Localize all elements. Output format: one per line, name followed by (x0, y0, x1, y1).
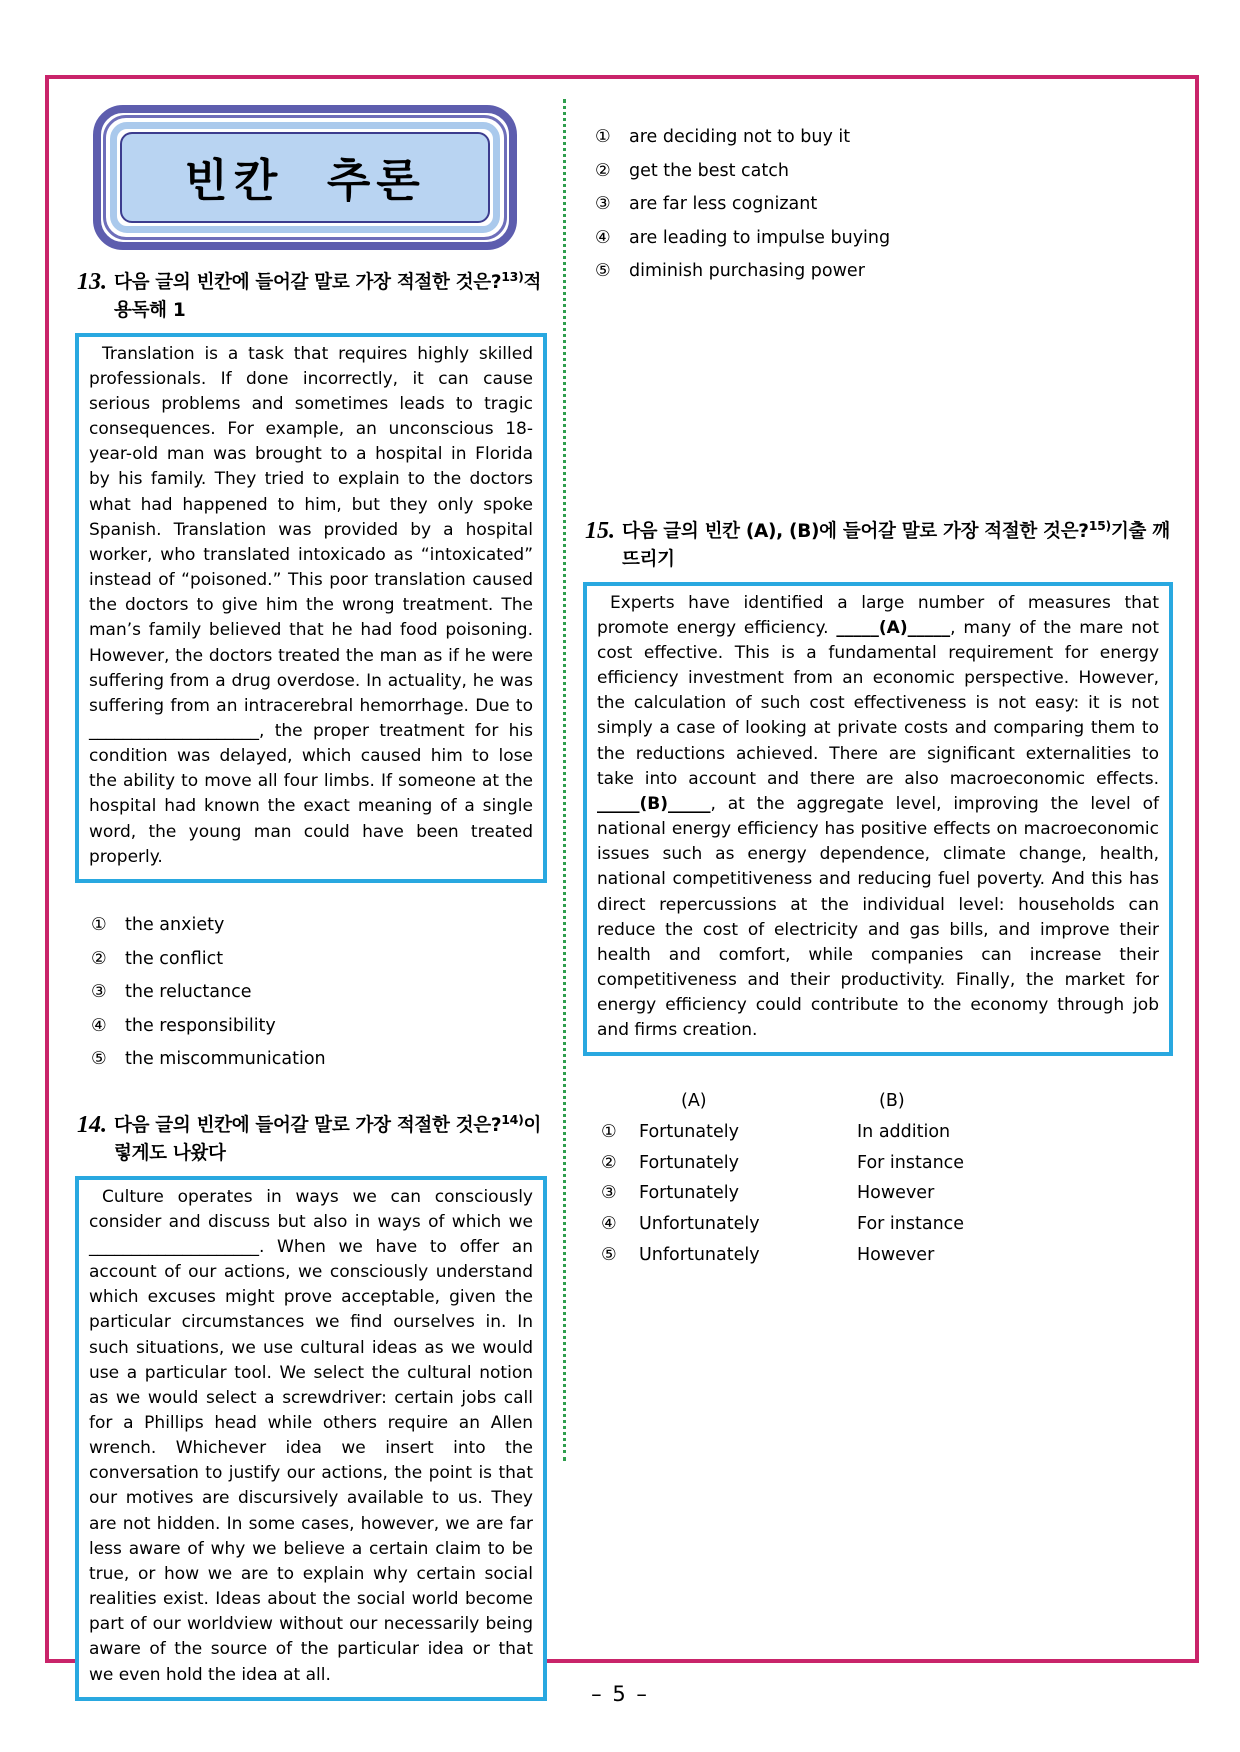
choice-label: diminish purchasing power (629, 261, 865, 282)
choice-label: the anxiety (125, 914, 225, 935)
choice-marker: ④ (595, 227, 611, 248)
choice-a-label: Unfortunately (639, 1244, 760, 1265)
choice-label: are deciding not to buy it (629, 127, 851, 147)
choice-marker: ⑤ (595, 261, 611, 282)
choice-b-label: However (857, 1183, 935, 1204)
question-14-footnote-ref: 14) (501, 1111, 524, 1127)
column-b-header: (B) (879, 1091, 905, 1112)
choice-marker: ① (601, 1122, 617, 1143)
question-13-header (77, 268, 547, 325)
choice-label: the responsibility (125, 1015, 276, 1036)
choice-option (91, 909, 547, 943)
question-13-passage-box (75, 333, 547, 883)
choice-marker: ④ (91, 1015, 107, 1036)
choice-label: the conflict (125, 948, 224, 969)
choice-b-label: For instance (857, 1213, 965, 1234)
choice-label: get the best catch (629, 160, 789, 181)
choice-a-label: Fortunately (639, 1152, 739, 1173)
question-15-answer-table (601, 1086, 1173, 1270)
choice-option (595, 155, 1173, 189)
answer-table-header (601, 1086, 1173, 1117)
choice-label: the reluctance (125, 982, 252, 1003)
choice-marker: ④ (601, 1213, 617, 1234)
choice-option (91, 1010, 547, 1044)
question-13-prompt: 다음 글의 빈칸에 들어갈 말로 가장 적절한 것은?$^{13)}$적용독해 1 (114, 269, 542, 321)
question-15-number: 15. (585, 517, 615, 544)
choice-marker: ② (595, 160, 611, 181)
question-14-header (77, 1111, 547, 1168)
choice-option (595, 188, 1173, 222)
choice-b-label: However (857, 1244, 935, 1265)
choice-option (601, 1178, 1173, 1209)
question-14-prompt: 다음 글의 빈칸에 들어갈 말로 가장 적절한 것은?$^{14)}$이렇게도 나왔다 (114, 1111, 542, 1164)
question-15-passage-box (583, 582, 1173, 1057)
page-content (49, 79, 1195, 1701)
choice-marker: ① (595, 127, 611, 147)
page-number: – 5 – (591, 1682, 649, 1706)
choice-label: the miscommunication (125, 1049, 326, 1070)
choice-label: are leading to impulse buying (629, 227, 891, 248)
section-title: 빈칸 추론 (120, 132, 490, 223)
question-15-passage: Experts have identified a large number of measures that promote energy efficiency. _____(A)_____, many of the mare not cost effective. This is a fundamental requirement for energy efficiency investment from an economic perspective. However, the calculation of such cost effectiveness is not easy: it is not simply a case of looking at private costs and comparing them to the reductions achieved. There are significant externalities to take into account and there are also macroeconomic effects. _____(B)_____, at the aggregate level, improving the level of national energy efficiency has positive effects on macroeconomic issues such as energy dependence, climate change, health, national competitiveness and reducing fuel poverty. And this has direct repercussions at the individual level: households can reduce the cost of electricity and gas bills, and improve their health and comfort, while companies can increase their competitiveness and their productivity. Finally, the market for energy efficiency could contribute to the economy through job and firms creation. (597, 592, 1159, 1041)
question-13-number: 13. (77, 269, 107, 295)
column-a-header: (A) (681, 1091, 707, 1112)
blank-a: _____(A)_____ (836, 617, 951, 638)
choice-option (601, 1240, 1173, 1271)
choice-option (601, 1148, 1173, 1179)
question-15-footnote-ref: 15) (1088, 517, 1111, 533)
column-divider (563, 99, 566, 1461)
choice-option (91, 1043, 547, 1077)
section-title-banner (93, 105, 517, 250)
choice-b-label: In addition (857, 1122, 951, 1143)
right-column (583, 99, 1173, 1270)
choice-marker: ⑤ (601, 1244, 617, 1265)
choice-marker: ② (601, 1152, 617, 1173)
choice-a-label: Fortunately (639, 1183, 739, 1204)
choice-option (601, 1209, 1173, 1240)
blank-b: _____(B)_____ (597, 793, 711, 814)
choice-marker: ⑤ (91, 1049, 107, 1070)
question-15-section (583, 517, 1173, 1270)
choice-a-label: Unfortunately (639, 1213, 760, 1234)
page-frame (45, 75, 1199, 1685)
question-13-footnote-ref: 13) (501, 269, 524, 284)
left-column (75, 99, 547, 1701)
question-13-passage: Translation is a task that requires highly skilled professionals. If done incorrectly, it can cause serious problems and sometimes leads to tragic consequences. For example, an unconscious 18-year-old man was brought to a hospital in Florida by his family. They tried to explain to the doctors what had happened to him, but they only spoke Spanish. Translation was provided by a hospital worker, who translated intoxicado as “intoxicated” instead of “poisoned.” This poor translation caused the doctors to give him the wrong treatment. The man’s family believed that he had food poisoning. However, the doctors treated the man as if he were suffering from a drug overdose. In actuality, he was suffering from an intracerebral hemorrhage. Due to ____________________, the proper treatment for his condition was delayed, which caused him to lose the ability to move all four limbs. If someone at the hospital had known the exact meaning of a single word, the young man could have been treated properly. (89, 343, 533, 867)
choice-option (595, 222, 1173, 256)
question-13-choices (91, 909, 547, 1077)
choice-b-label: For instance (857, 1152, 965, 1173)
question-14-number: 14. (77, 1111, 107, 1138)
choice-marker: ③ (91, 982, 107, 1003)
question-13-annotation: 적용독해 1 (114, 272, 542, 321)
question-14-annotation: 이렇게도 나왔다 (114, 1115, 542, 1164)
question-15-annotation: 기출 깨뜨리기 (622, 521, 1170, 570)
choice-option (91, 943, 547, 977)
question-14-passage-box (75, 1176, 547, 1701)
choice-option (601, 1117, 1173, 1148)
question-15-prompt: 다음 글의 빈칸 (A), (B)에 들어갈 말로 가장 적절한 것은?$^{15)}$기출 깨뜨리기 (622, 517, 1170, 570)
choice-option (595, 121, 1173, 155)
previous-question-choices (595, 121, 1173, 289)
question-15-header (585, 517, 1173, 574)
choice-marker: ③ (601, 1183, 617, 1204)
choice-option (91, 976, 547, 1010)
choice-marker: ② (91, 948, 107, 969)
choice-marker: ③ (595, 194, 611, 215)
choice-option (595, 255, 1173, 289)
question-14-passage: Culture operates in ways we can consciously consider and discuss but also in ways of which we ____________________. When we have to offer an account of our actions, we consciously understand which excuses might prove acceptable, given the particular circumstances we find ourselves in. In such situations, we use cultural ideas as we would use a particular tool. We select the cultural notion as we would select a screwdriver: certain jobs call for a Phillips head while others require an Allen wrench. Whichever idea we insert into the conversation to justify our actions, the point is that our motives are discursively available to us. They are not hidden. In some cases, however, we are far less aware of why we believe a certain claim to be true, or how we are to explain why certain social realities exist. Ideas about the social world become part of our worldview without our necessarily being aware of the source of the particular idea or that we even hold the idea at all. (89, 1186, 533, 1685)
choice-label: are far less cognizant (629, 194, 818, 215)
choice-a-label: Fortunately (639, 1122, 739, 1143)
choice-marker: ① (91, 914, 107, 935)
